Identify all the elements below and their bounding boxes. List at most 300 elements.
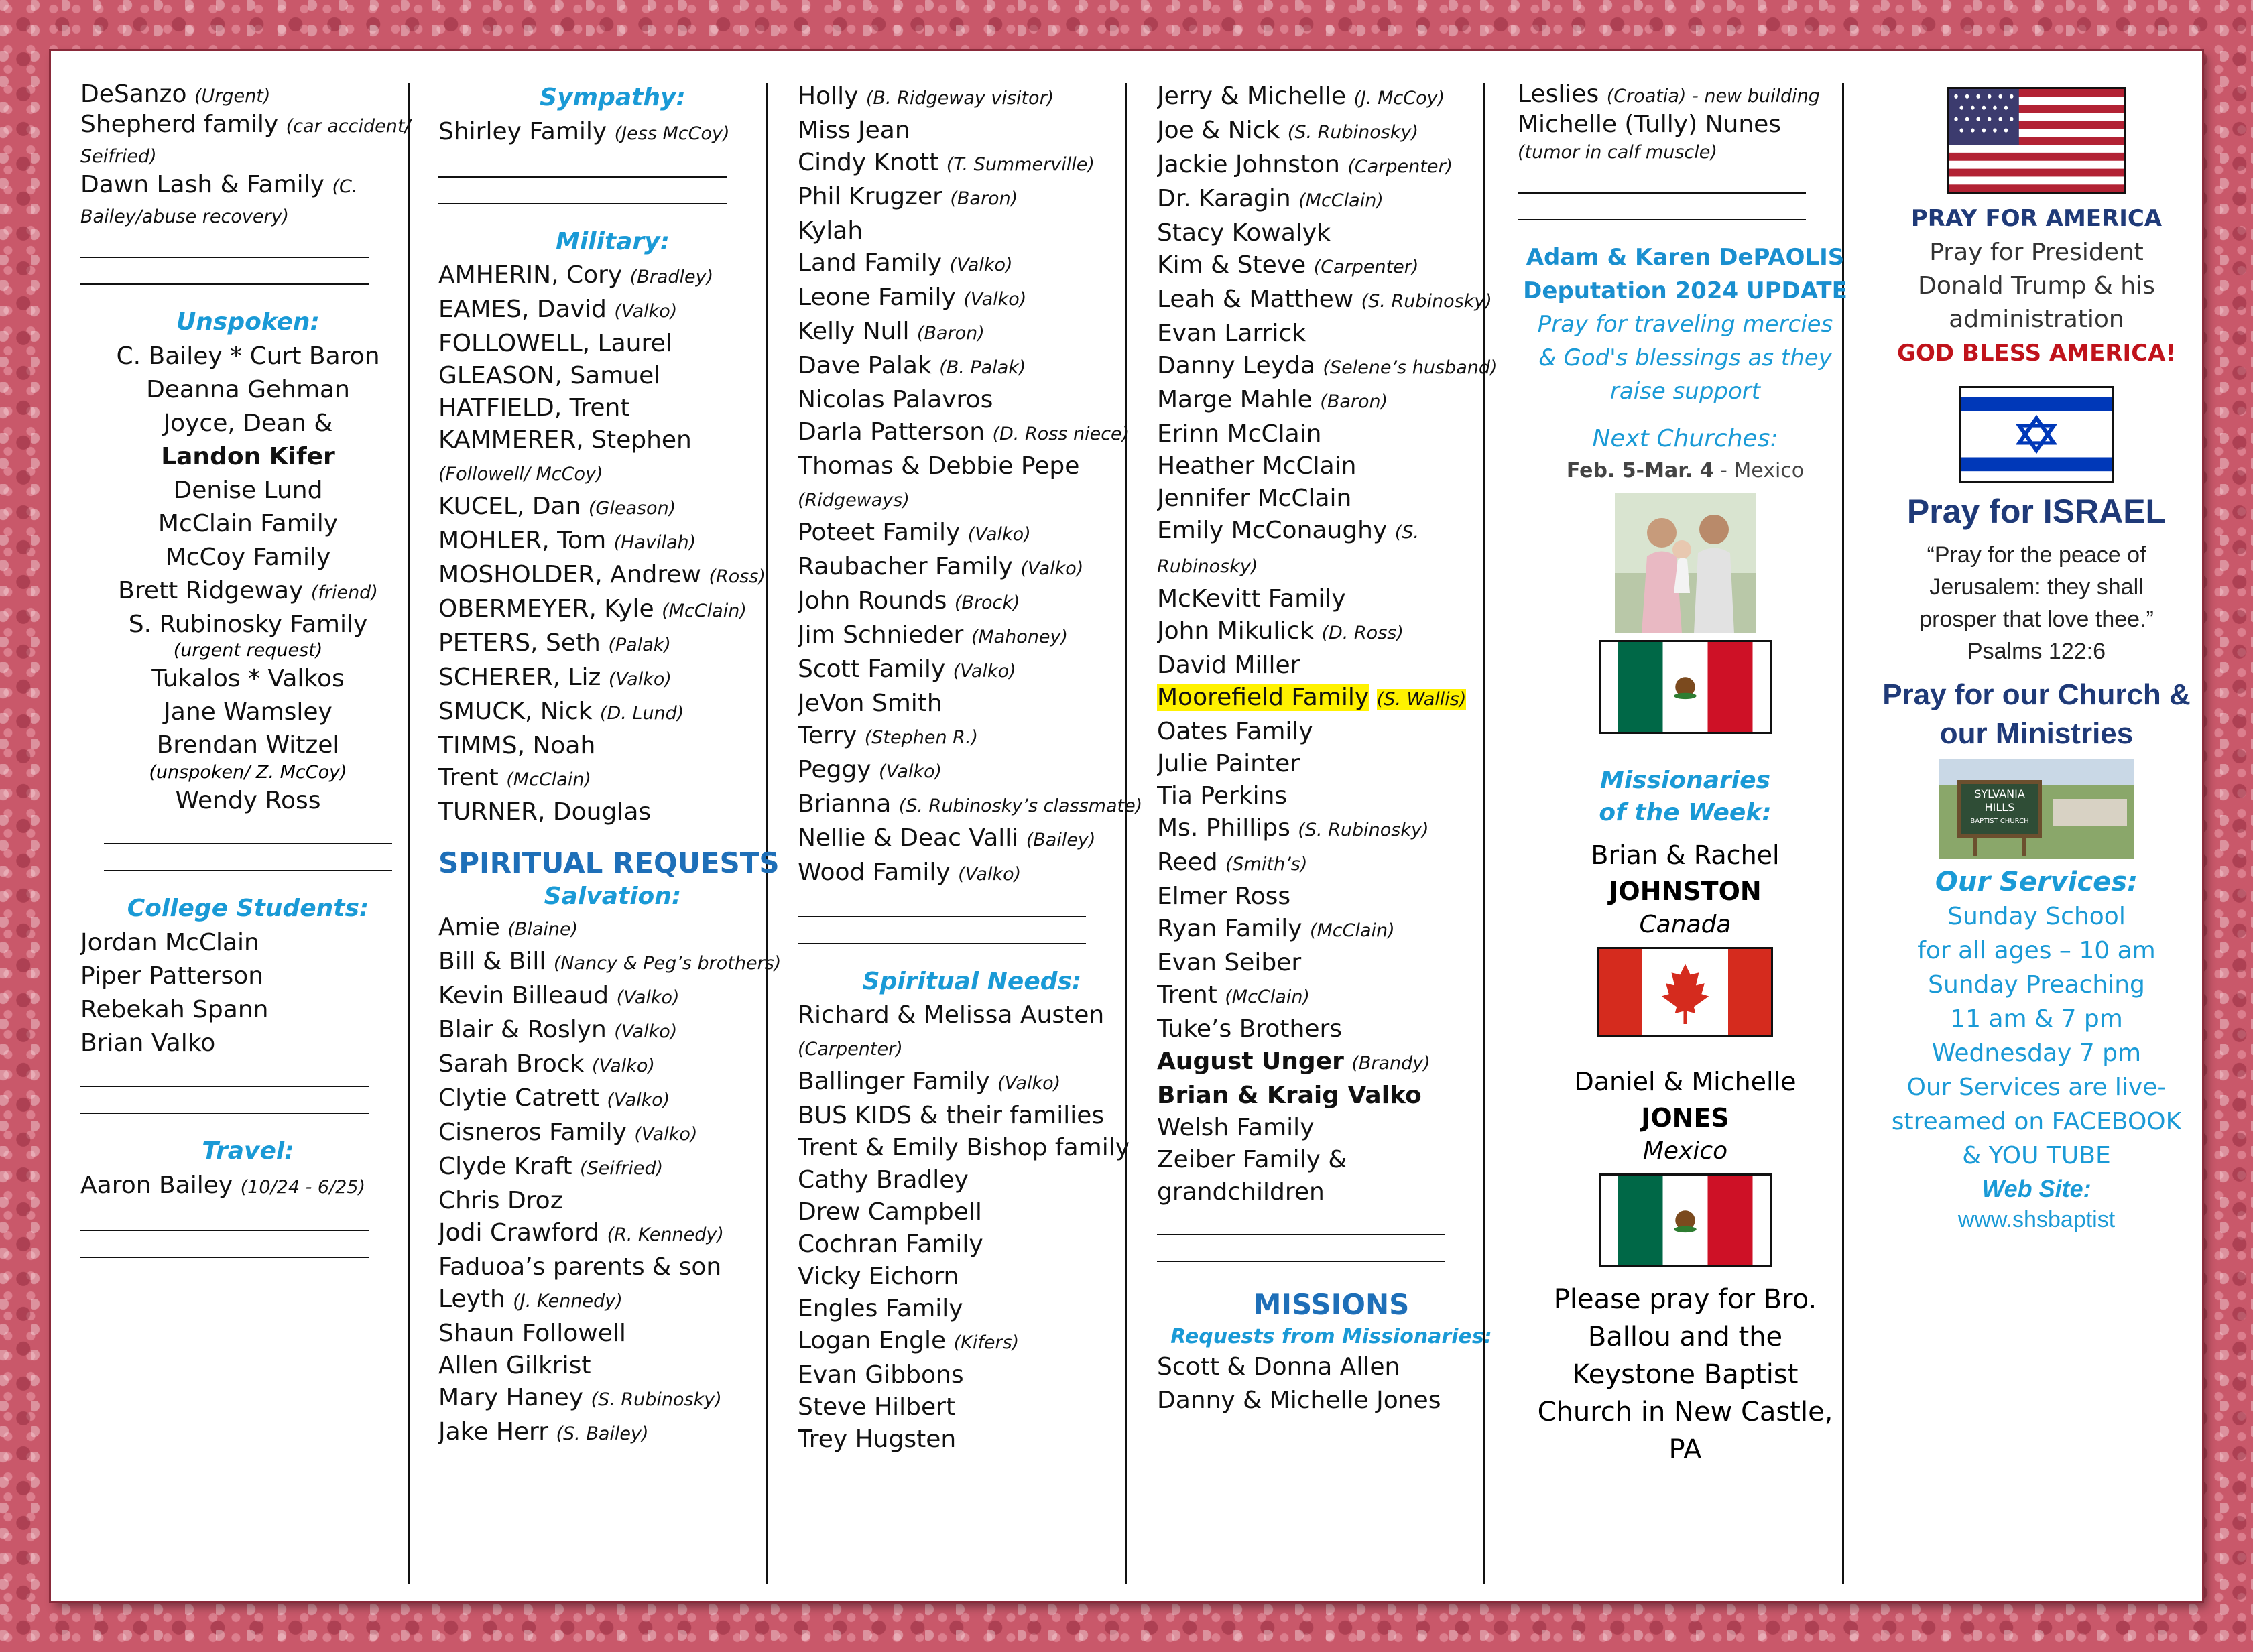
item-note: (McClain) xyxy=(506,769,591,790)
list-item: Danny & Michelle Jones xyxy=(1157,1387,1441,1414)
america-heading: PRAY FOR AMERICA xyxy=(1910,205,2163,232)
item-name: Julie Painter xyxy=(1157,750,1300,777)
item-note: (D. Ross) xyxy=(1321,623,1404,643)
list-item xyxy=(1157,418,1506,450)
list-item xyxy=(438,730,787,762)
list-item xyxy=(1157,881,1506,913)
list-item xyxy=(1157,947,1506,979)
list-item xyxy=(438,424,787,491)
list-item xyxy=(1157,1045,1506,1080)
item-name: Nellie & Deac Valli xyxy=(798,824,1019,852)
item-note: (S. Wallis) xyxy=(1376,689,1467,710)
item-note: (tumor in calf muscle) xyxy=(1518,142,1717,163)
missionary-country: Mexico xyxy=(1642,1137,1728,1165)
list-item xyxy=(798,653,1146,688)
blank-line xyxy=(104,843,392,844)
item-name: Logan Engle xyxy=(798,1327,947,1354)
list-item xyxy=(1157,682,1506,716)
list-item xyxy=(798,551,1146,585)
item-note: (Followell/ McCoy) xyxy=(438,464,603,485)
list-item: S. Rubinosky Family xyxy=(128,611,368,638)
item-name: AMHERIN, Cory xyxy=(438,261,623,289)
item-note: (S. Bailey) xyxy=(556,1423,649,1444)
item-name: TIMMS, Noah xyxy=(438,732,596,759)
item-name: Drew Campbell xyxy=(798,1198,982,1226)
item-name: SCHERER, Liz xyxy=(438,663,601,691)
item-name: Heather McClain xyxy=(1157,452,1357,480)
list-item xyxy=(438,559,787,593)
item-name: Faduoa’s parents & son xyxy=(438,1253,722,1281)
list-item xyxy=(438,360,787,392)
list-item: Rebekah Spann xyxy=(80,996,269,1023)
item-name: Danny Leyda xyxy=(1157,352,1315,379)
item-name: Erinn McClain xyxy=(1157,420,1322,448)
list-item xyxy=(438,1117,787,1151)
list-item xyxy=(438,294,787,328)
blank-line xyxy=(104,870,392,871)
missionary-names: Brian & Rachel xyxy=(1591,840,1780,870)
item-name: Clyde Kraft xyxy=(438,1153,572,1180)
list-item xyxy=(798,1261,1146,1293)
item-name: Moorefield Family xyxy=(1157,684,1369,711)
item-note: (Valko) xyxy=(607,1090,670,1110)
list-item: Landon Kifer xyxy=(161,443,335,470)
item-name: Jodi Crawford xyxy=(438,1219,600,1247)
list-item: Piper Patterson xyxy=(80,962,264,990)
item-name: Trent xyxy=(1157,981,1217,1009)
list-item: Tukalos * Valkos xyxy=(151,665,345,692)
sign-line: HILLS xyxy=(1984,801,2015,814)
list-item xyxy=(798,1100,1146,1132)
list-item xyxy=(1157,1112,1506,1144)
list-item xyxy=(798,688,1146,720)
item-name: Kevin Billeaud xyxy=(438,982,609,1009)
item-name: Raubacher Family xyxy=(798,553,1013,580)
list-item xyxy=(438,1283,787,1318)
israel-heading: Pray for ISRAEL xyxy=(1906,493,2167,530)
column-3 xyxy=(798,80,1146,1588)
item-note: (Bailey) xyxy=(1026,830,1096,850)
item-note: (car accident/ Seifried) xyxy=(80,116,411,167)
item-note: (Valko) xyxy=(614,301,678,322)
list-item xyxy=(438,491,787,525)
list-item xyxy=(1157,583,1506,615)
list-item xyxy=(798,822,1146,856)
list-item xyxy=(438,627,787,661)
list-item xyxy=(438,762,787,796)
item-note: (McClain) xyxy=(1225,987,1310,1007)
services-list xyxy=(1876,899,2197,1173)
item-note: (Nancy & Peg’s brothers) xyxy=(553,953,782,974)
list-item xyxy=(1157,812,1506,846)
college-heading: College Students: xyxy=(127,895,369,922)
item-name: Shepherd family xyxy=(80,111,279,138)
item-name: Joe & Nick xyxy=(1157,117,1280,144)
item-note: (T. Summerville) xyxy=(946,154,1095,175)
list-item xyxy=(798,1164,1146,1196)
item-name: Cindy Knott xyxy=(798,149,939,176)
list-item xyxy=(798,856,1146,891)
service-line: 11 am & 7 pm xyxy=(1950,1005,2123,1033)
list-item xyxy=(798,450,1146,517)
item-note: (J. McCoy) xyxy=(1353,88,1445,109)
salvation-heading: Salvation: xyxy=(544,883,682,910)
missionary-johnston xyxy=(1518,837,1853,940)
mexico-flag-icon xyxy=(1599,640,1772,734)
travel-heading: Travel: xyxy=(202,1137,294,1165)
item-note: (Jess McCoy) xyxy=(614,123,730,144)
item-name: Trey Hugsten xyxy=(798,1425,957,1453)
next-place: - Mexico xyxy=(1720,459,1805,483)
item-name: Holly xyxy=(798,82,859,110)
missionary-surname: JOHNSTON xyxy=(1609,877,1762,906)
list-item xyxy=(798,1132,1146,1164)
item-note: (Smith’s) xyxy=(1225,854,1308,875)
item-note: (S. Rubinosky’s classmate) xyxy=(898,796,1143,816)
item-note: (Valko) xyxy=(953,661,1016,682)
item-name: August Unger xyxy=(1157,1047,1344,1075)
item-note: (Valko) xyxy=(949,255,1013,275)
item-name: Jennifer McClain xyxy=(1157,485,1352,512)
deputation-title-line: Deputation 2024 UPDATE xyxy=(1523,277,1847,304)
list-item xyxy=(1157,115,1506,149)
heading-line: of the Week: xyxy=(1599,799,1772,826)
list-item xyxy=(80,111,416,171)
item-note: (10/24 - 6/25) xyxy=(240,1177,366,1198)
prayer-list xyxy=(798,80,1146,891)
item-note: (Valko) xyxy=(1020,558,1084,579)
list-item xyxy=(798,1391,1146,1423)
item-name: GLEASON, Samuel xyxy=(438,362,661,389)
list-item xyxy=(438,1416,787,1450)
item-note: (Havilah) xyxy=(613,532,696,553)
bulletin-sheet xyxy=(51,51,2202,1601)
blank-line xyxy=(80,1257,369,1258)
item-note: (Blaine) xyxy=(507,919,579,940)
item-name: Brett Ridgeway xyxy=(118,577,304,605)
list-item xyxy=(798,80,1146,115)
item-note: (Brandy) xyxy=(1351,1053,1430,1074)
list-item xyxy=(1157,384,1506,418)
item-note: (Ridgeways) xyxy=(798,490,910,511)
list-item xyxy=(438,1251,787,1283)
sign-line: BAPTIST CHURCH xyxy=(1970,818,2029,825)
item-note: (Valko) xyxy=(591,1056,655,1076)
item-note: (McClain) xyxy=(662,600,747,621)
list-item xyxy=(1157,979,1506,1013)
item-note: (Carpenter) xyxy=(798,1039,903,1060)
blank-line xyxy=(798,916,1086,917)
list-item xyxy=(798,1066,1146,1100)
item-name: Chris Droz xyxy=(438,1187,563,1214)
item-name: Jim Schnieder xyxy=(798,621,964,649)
list-item xyxy=(798,1423,1146,1456)
item-name: Jackie Johnston xyxy=(1157,151,1340,178)
list-item: Denise Lund xyxy=(173,476,323,504)
item-name: Darla Patterson xyxy=(798,418,985,446)
item-name: Dave Palak xyxy=(798,352,932,379)
item-name: MOHLER, Tom xyxy=(438,527,607,554)
sign-line: SYLVANIA xyxy=(1974,787,2025,800)
list-item: McClain Family xyxy=(158,510,339,537)
list-item xyxy=(1157,780,1506,812)
item-name: Dawn Lash & Family xyxy=(80,171,324,198)
column-2 xyxy=(438,80,787,1588)
top-requests xyxy=(80,80,416,231)
item-name: Ryan Family xyxy=(1157,915,1302,942)
item-name: Aaron Bailey xyxy=(80,1171,233,1199)
list-item: Deanna Gehman xyxy=(146,376,350,403)
item-name: DeSanzo xyxy=(80,80,187,108)
item-name: Sarah Brock xyxy=(438,1050,585,1078)
list-item xyxy=(798,1359,1146,1391)
item-name: Dr. Karagin xyxy=(1157,185,1291,212)
item-name: Zeiber Family & grandchildren xyxy=(1157,1146,1347,1206)
item-name: Cathy Bradley xyxy=(798,1166,969,1194)
list-item xyxy=(1157,183,1506,217)
list-item xyxy=(798,1293,1146,1325)
item-name: HATFIELD, Trent xyxy=(438,394,630,422)
item-name: SMUCK, Nick xyxy=(438,698,593,725)
list-item xyxy=(438,1318,787,1350)
israel-verse-ref: Psalms 122:6 xyxy=(1967,639,2106,664)
list-item xyxy=(1157,615,1506,649)
list-item xyxy=(1157,515,1506,583)
missionary-country: Canada xyxy=(1639,911,1731,938)
mexico-flag-icon xyxy=(1599,1173,1772,1267)
item-note: (C. Bailey/abuse recovery) xyxy=(80,176,358,227)
item-name: Evan Larrick xyxy=(1157,320,1306,347)
list-item xyxy=(798,316,1146,350)
item-name: Shaun Followell xyxy=(438,1320,626,1347)
website-link[interactable]: www.shsbaptist xyxy=(1957,1207,2116,1232)
list-item xyxy=(1157,450,1506,483)
list-item xyxy=(438,1185,787,1217)
item-name: Brian & Kraig Valko xyxy=(1157,1082,1422,1109)
item-name: Kylah xyxy=(798,217,863,245)
unspoken-list xyxy=(80,340,416,818)
blank-line xyxy=(1157,1234,1445,1235)
column-6 xyxy=(1876,80,2197,1588)
services-heading: Our Services: xyxy=(1935,867,2138,897)
item-note: (McClain) xyxy=(1309,920,1395,941)
list-item: Brendan Witzel xyxy=(156,731,340,759)
item-name: Nicolas Palavros xyxy=(798,386,993,414)
list-item xyxy=(438,661,787,696)
church-sign-image xyxy=(1939,759,2134,859)
canada-flag-icon xyxy=(1597,947,1773,1037)
item-note: (S. Rubinosky) xyxy=(591,1389,722,1410)
item-note: (Valko) xyxy=(963,289,1027,310)
item-name: Cochran Family xyxy=(798,1230,983,1258)
blank-line xyxy=(80,257,369,258)
item-note: (Valko) xyxy=(958,864,1022,885)
item-note: (R. Kennedy) xyxy=(607,1224,724,1245)
service-line: for all ages – 10 am xyxy=(1917,937,2156,964)
item-note: (S. Rubinosky) xyxy=(1361,291,1492,312)
item-name: John Mikulick xyxy=(1157,617,1314,645)
item-name: Trent xyxy=(438,764,499,791)
next-dates: Feb. 5-Mar. 4 xyxy=(1566,459,1714,483)
item-name: Leone Family xyxy=(798,283,956,311)
list-item xyxy=(798,1196,1146,1228)
item-name: Amie xyxy=(438,913,500,941)
service-line: Wednesday 7 pm xyxy=(1931,1039,2142,1067)
service-line: Sunday School xyxy=(1947,903,2126,930)
list-item xyxy=(798,720,1146,754)
item-name: Tuke’s Brothers xyxy=(1157,1015,1343,1043)
blank-line xyxy=(80,283,369,285)
list-item xyxy=(1518,80,1853,111)
blank-line xyxy=(80,1113,369,1114)
prayer-list xyxy=(1157,80,1506,1208)
item-name: Mary Haney xyxy=(438,1384,584,1411)
column-1 xyxy=(80,80,416,1588)
prayer-request-ballou: Please pray for Bro. Ballou and the Keystone Baptist Church in New Castle, PA xyxy=(1537,1284,1833,1465)
next-churches-line xyxy=(1518,456,1853,486)
salvation-list xyxy=(438,911,787,1450)
item-name: David Miller xyxy=(1157,651,1300,679)
list-item xyxy=(438,1048,787,1082)
list-item xyxy=(1157,846,1506,881)
list-item xyxy=(80,1169,416,1204)
item-name: Jake Herr xyxy=(438,1418,549,1446)
item-note: (Bradley) xyxy=(629,267,714,288)
item-name: Kim & Steve xyxy=(1157,251,1306,279)
service-line: Sunday Preaching xyxy=(1928,971,2145,999)
list-item xyxy=(798,181,1146,215)
item-name: John Rounds xyxy=(798,587,947,615)
item-note: (J. Kennedy) xyxy=(513,1291,623,1312)
list-item xyxy=(438,911,787,946)
list-item xyxy=(1157,318,1506,350)
missions-heading: MISSIONS xyxy=(1253,1288,1410,1321)
item-name: JeVon Smith xyxy=(798,690,942,717)
list-item: Joyce, Dean & xyxy=(163,409,333,437)
list-item xyxy=(798,384,1146,416)
item-note: (Selene’s husband) xyxy=(1323,357,1498,378)
item-name: Engles Family xyxy=(798,1295,963,1322)
item-name: Clytie Catrett xyxy=(438,1084,599,1112)
item-name: Richard & Melissa Austen xyxy=(798,1001,1105,1029)
item-note: (McClain) xyxy=(1298,190,1384,211)
item-name: Marge Mahle xyxy=(1157,386,1313,414)
list-item: C. Bailey * Curt Baron xyxy=(116,342,380,370)
item-note: (B. Palak) xyxy=(939,357,1026,378)
blank-line xyxy=(80,1230,369,1231)
list-item: Brian Valko xyxy=(80,1029,216,1057)
list-item xyxy=(1157,649,1506,682)
military-heading: Military: xyxy=(556,228,670,255)
website-heading: Web Site: xyxy=(1982,1175,2091,1202)
item-note: (Kifers) xyxy=(953,1332,1020,1353)
item-note: (B. Ridgeway visitor) xyxy=(865,88,1054,109)
military-list xyxy=(438,259,787,828)
item-name: Oates Family xyxy=(1157,718,1313,745)
list-item xyxy=(1157,283,1506,318)
item-name: Peggy xyxy=(798,756,871,783)
item-note: (S. Rubinosky) xyxy=(1287,122,1418,143)
blank-line xyxy=(798,943,1086,944)
item-name: Allen Gilkrist xyxy=(438,1352,591,1379)
israel-flag-icon xyxy=(1959,386,2114,483)
item-name: Cisneros Family xyxy=(438,1119,627,1146)
item-name: Evan Gibbons xyxy=(798,1361,964,1389)
item-note: (Ross) xyxy=(709,566,766,587)
item-note: (Valko) xyxy=(879,761,942,782)
item-name: Miss Jean xyxy=(798,117,910,144)
item-name: MOSHOLDER, Andrew xyxy=(438,561,701,588)
list-item xyxy=(798,115,1146,147)
item-name: Tia Perkins xyxy=(1157,782,1288,810)
list-item xyxy=(80,80,416,111)
list-item: Wendy Ross xyxy=(175,787,321,814)
list-item: Scott & Donna Allen xyxy=(1157,1353,1400,1381)
list-item xyxy=(1157,483,1506,515)
blank-line xyxy=(1518,219,1806,220)
item-note: (S. Rubinosky) xyxy=(1298,820,1429,840)
item-name: Terry xyxy=(798,722,857,749)
list-item xyxy=(1157,217,1506,249)
list-item xyxy=(798,517,1146,551)
list-item xyxy=(438,392,787,424)
spiritual-needs-list xyxy=(798,999,1146,1456)
item-note: (Brock) xyxy=(954,592,1020,613)
missionary-surname: JONES xyxy=(1641,1103,1729,1133)
list-item xyxy=(1157,350,1506,384)
list-item xyxy=(438,796,787,828)
list-item xyxy=(438,1217,787,1251)
item-name: Kelly Null xyxy=(798,318,910,345)
deputation-title-line: Adam & Karen DePAOLIS xyxy=(1526,244,1845,271)
list-item xyxy=(438,115,787,151)
list-item xyxy=(438,593,787,627)
heading-line: Missionaries xyxy=(1600,767,1770,794)
item-name: Leah & Matthew xyxy=(1157,285,1354,313)
missionaries-week-heading xyxy=(1518,765,1853,829)
god-bless-america: GOD BLESS AMERICA! xyxy=(1897,340,2176,367)
israel-quote: “Pray for the peace of Jerusalem: they shall prosper that love thee.” xyxy=(1919,542,2154,632)
item-note: (Baron) xyxy=(950,188,1018,209)
item-note: (Urgent) xyxy=(194,86,271,107)
list-item xyxy=(798,585,1146,619)
item-note: (Carpenter) xyxy=(1313,257,1419,277)
item-note: (Carpenter) xyxy=(1347,156,1453,177)
item-note: (Gleason) xyxy=(588,498,676,519)
item-note: (Mahoney) xyxy=(971,627,1069,647)
item-note: (Valko) xyxy=(608,669,672,690)
list-item xyxy=(798,619,1146,653)
list-item xyxy=(1157,1080,1506,1112)
list-item xyxy=(438,1082,787,1117)
list-item xyxy=(438,946,787,980)
item-note: (unspoken/ Z. McCoy) xyxy=(149,762,347,783)
item-name: Evan Seiber xyxy=(1157,949,1302,976)
item-note: (Baron) xyxy=(916,323,985,344)
list-item xyxy=(438,980,787,1014)
item-note: (Valko) xyxy=(997,1073,1061,1094)
item-name: Blair & Roslyn xyxy=(438,1016,607,1043)
list-item xyxy=(1157,1144,1506,1208)
church-heading: Pray for our Church & our Ministries xyxy=(1882,678,2191,750)
unspoken-heading: Unspoken: xyxy=(176,308,320,336)
item-name: KUCEL, Dan xyxy=(438,493,581,520)
item-name: Ms. Phillips xyxy=(1157,814,1290,842)
item-name: Leyth xyxy=(438,1285,505,1313)
usa-flag-icon xyxy=(1947,87,2126,194)
item-name: Jerry & Michelle xyxy=(1157,82,1346,110)
top-requests xyxy=(1518,80,1853,167)
